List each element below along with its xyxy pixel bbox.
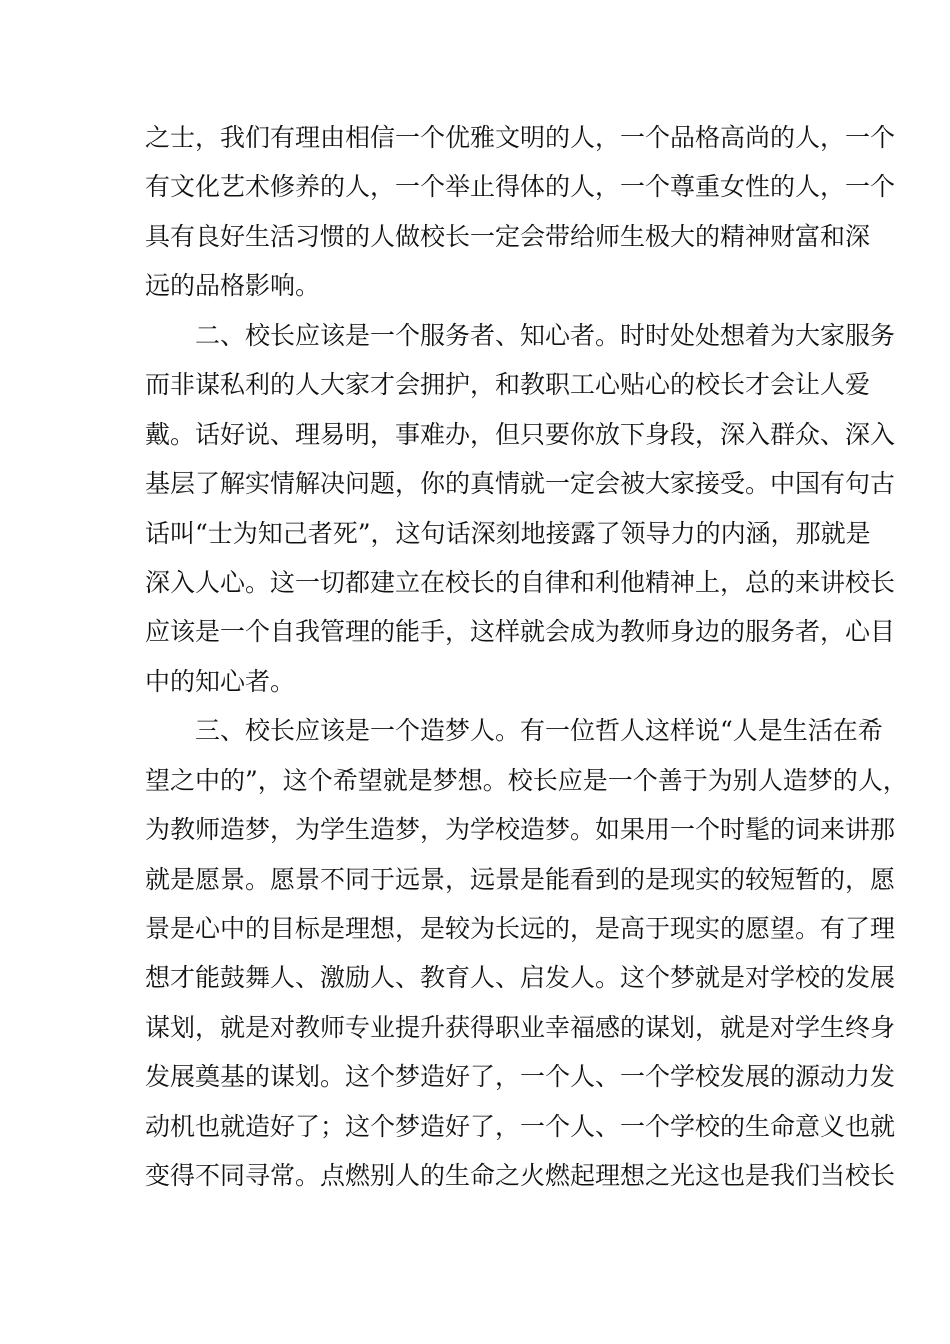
text-line: 戴。话好说、理易明，事难办，但只要你放下身段，深入群众、深入 bbox=[145, 419, 896, 449]
text-line: 动机也就造好了；这个梦造好了，一个人、一个学校的生命意义也就 bbox=[145, 1111, 896, 1141]
text-line: 想才能鼓舞人、激励人、教育人、启发人。这个梦就是对学校的发展 bbox=[145, 963, 896, 993]
text-line: 变得不同寻常。点燃别人的生命之火燃起理想之光这也是我们当校长 bbox=[145, 1161, 896, 1191]
paragraph-start-line: 三、校长应该是一个造梦人。有一位哲人这样说“人是生活在希 bbox=[195, 716, 883, 746]
text-line: 为教师造梦，为学生造梦，为学校造梦。如果用一个时髦的词来讲那 bbox=[145, 815, 896, 845]
text-line: 话叫“士为知己者死”，这句话深刻地接露了领导力的内涵，那就是 bbox=[145, 518, 871, 548]
text-line: 基层了解实情解决问题，你的真情就一定会被大家接受。中国有句古 bbox=[145, 469, 896, 499]
text-line: 应该是一个自我管理的能手，这样就会成为教师身边的服务者，心目 bbox=[145, 617, 896, 647]
text-line: 有文化艺术修养的人，一个举止得体的人，一个尊重女性的人，一个 bbox=[145, 172, 896, 202]
text-line: 具有良好生活习惯的人做校长一定会带给师生极大的精神财富和深 bbox=[145, 221, 871, 251]
text-line: 望之中的”，这个希望就是梦想。校长应是一个善于为别人造梦的人， bbox=[145, 765, 908, 795]
text-line: 中的知心者。 bbox=[145, 666, 296, 696]
text-line: 远的品格影响。 bbox=[145, 271, 321, 301]
text-line: 发展奠基的谋划。这个梦造好了，一个人、一个学校发展的源动力发 bbox=[145, 1062, 896, 1092]
text-line: 而非谋私利的人大家才会拥护，和教职工心贴心的校长才会让人爱 bbox=[145, 370, 871, 400]
text-line: 景是心中的目标是理想，是较为长远的，是高于现实的愿望。有了理 bbox=[145, 914, 896, 943]
text-line: 深入人心。这一切都建立在校长的自律和利他精神上，总的来讲校长 bbox=[145, 567, 896, 597]
paragraph-start-line: 二、校长应该是一个服务者、知心者。时时处处想着为大家服务 bbox=[195, 320, 896, 350]
text-line: 之士，我们有理由相信一个优雅文明的人，一个品格高尚的人，一个 bbox=[145, 123, 896, 152]
text-line: 谋划，就是对教师专业提升获得职业幸福感的谋划，就是对学生终身 bbox=[145, 1012, 896, 1042]
body-text bbox=[145, 113, 908, 1201]
text-line: 就是愿景。愿景不同于远景，远景是能看到的是现实的较短暂的，愿 bbox=[145, 864, 896, 894]
